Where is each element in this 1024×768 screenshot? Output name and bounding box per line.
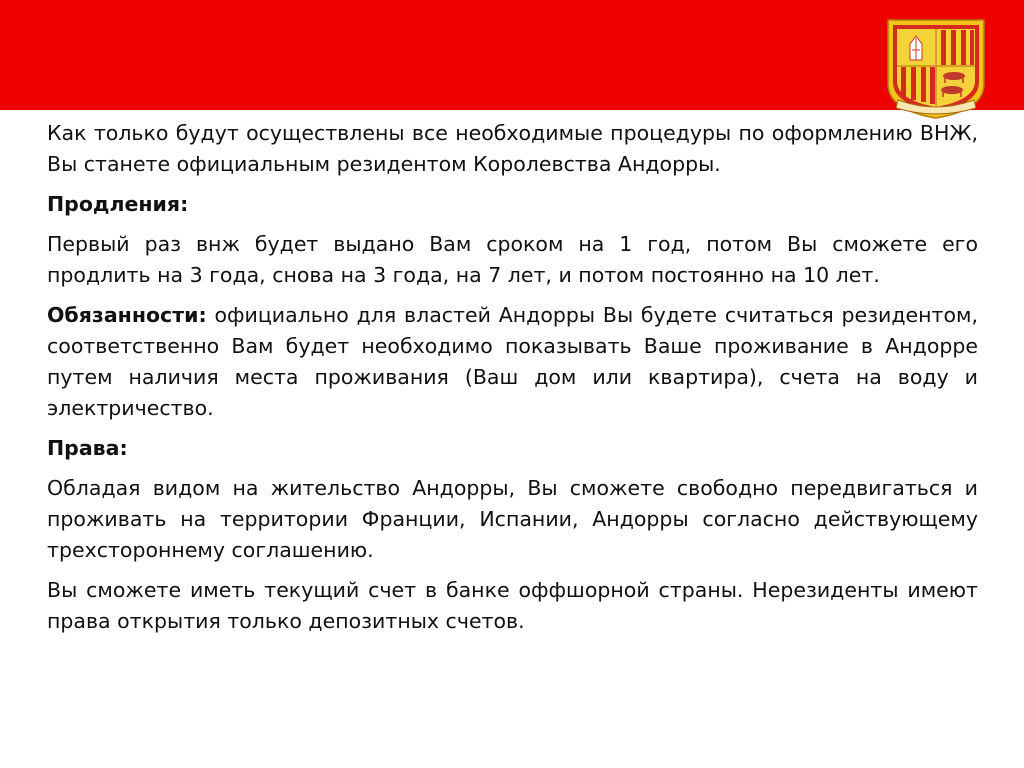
rights-paragraph: Обладая видом на жительство Андорры, Вы сможете свободно передвигаться и проживать на территории Франции, Испании, Андорры согласно действующему трехстороннему соглашению. bbox=[47, 476, 978, 562]
extensions-paragraph: Первый раз внж будет выдано Вам сроком на 1 год, потом Вы сможете его продлить на 3 года, снова на 3 года, на 7 лет, и потом постоянно на 10 лет. bbox=[47, 232, 978, 287]
extensions-heading: Продления: bbox=[47, 192, 189, 216]
duties-text: официально для властей Андорры Вы будете считаться резидентом, соответственно Вам будет необходимо показывать Ваше проживание в Андорре путем наличия места проживания (Ваш дом или квартира), счета на воду и электричество. bbox=[47, 303, 978, 420]
intro-paragraph: Как только будут осуществлены все необходимые процедуры по оформлению ВНЖ, Вы станете официальным резидентом Королевства Андорры. bbox=[47, 121, 978, 176]
rights-heading: Права: bbox=[47, 436, 128, 460]
andorra-coat-of-arms-icon bbox=[884, 14, 988, 120]
bank-paragraph: Вы сможете иметь текущий счет в банке оффшорной страны. Нерезиденты имеют права открытия только депозитных счетов. bbox=[47, 578, 978, 633]
slide-content bbox=[47, 118, 978, 646]
duties-label: Обязанности: bbox=[47, 303, 207, 327]
duties-paragraph bbox=[47, 300, 978, 424]
header-band bbox=[0, 0, 1024, 110]
